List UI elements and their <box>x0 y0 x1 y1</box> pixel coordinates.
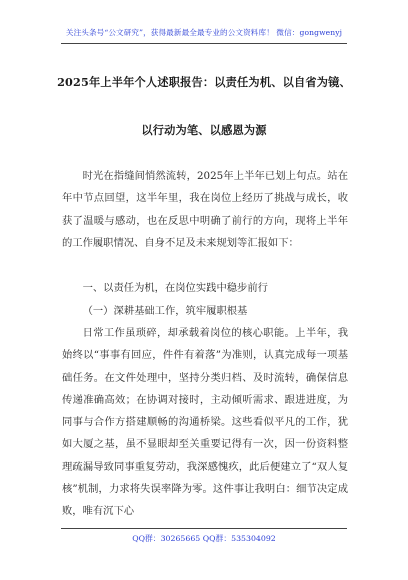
document-title-line-2: 以行动为笔、以感恩为源 <box>141 123 267 137</box>
intro-paragraph: 时光在指缝间悄然流转，2025年上半年已划上句点。站在年中节点回望，这半年里，我在岗位上经历了挑战与成长，收获了温暖与感动，也在反思中明确了前行的方向，现将上半年的工作履职情况、自身不足及未来规划等汇报如下： <box>62 170 348 249</box>
header-promo-text: 关注头条号“公文研究”，获得最新最全最专业的公文资料库！ 微信：gongwenyj <box>65 28 343 37</box>
document-title-line-1: 2025年上半年个人述职报告：以责任为机、以自省为镜、 <box>57 75 351 89</box>
section-1-subheading-1: （一）深耕基础工作，筑牢履职根基 <box>82 305 248 317</box>
header-divider <box>61 43 347 44</box>
footer-divider <box>61 528 347 529</box>
section-1-sub-1-paragraph: 日常工作虽琐碎，却承载着岗位的核心职能。上半年，我始终以“事事有回应，件件有着落”为准则，认真完成每一项基础任务。在文件处理中，坚持分类归档、及时流转，确保信息传递准确高效；在协调对接时，主动倾听需求、跟进进度，为同事与合作方搭建顺畅的沟通桥梁。这些看似平凡的工作，犹如大厦之基，虽不显眼却至关重要记得有一次，因一份资料整理疏漏导致同事重复劳动，我深感愧疚，此后便建立了“双人复核”机制，力求将失误率降为零。这件事让我明白：细节决定成败，唯有沉下心 <box>62 327 348 518</box>
section-1-heading: 一、以责任为机，在岗位实践中稳步前行 <box>82 282 268 294</box>
footer-qq-groups: QQ群：30265665 QQ群：535304092 <box>132 534 276 543</box>
